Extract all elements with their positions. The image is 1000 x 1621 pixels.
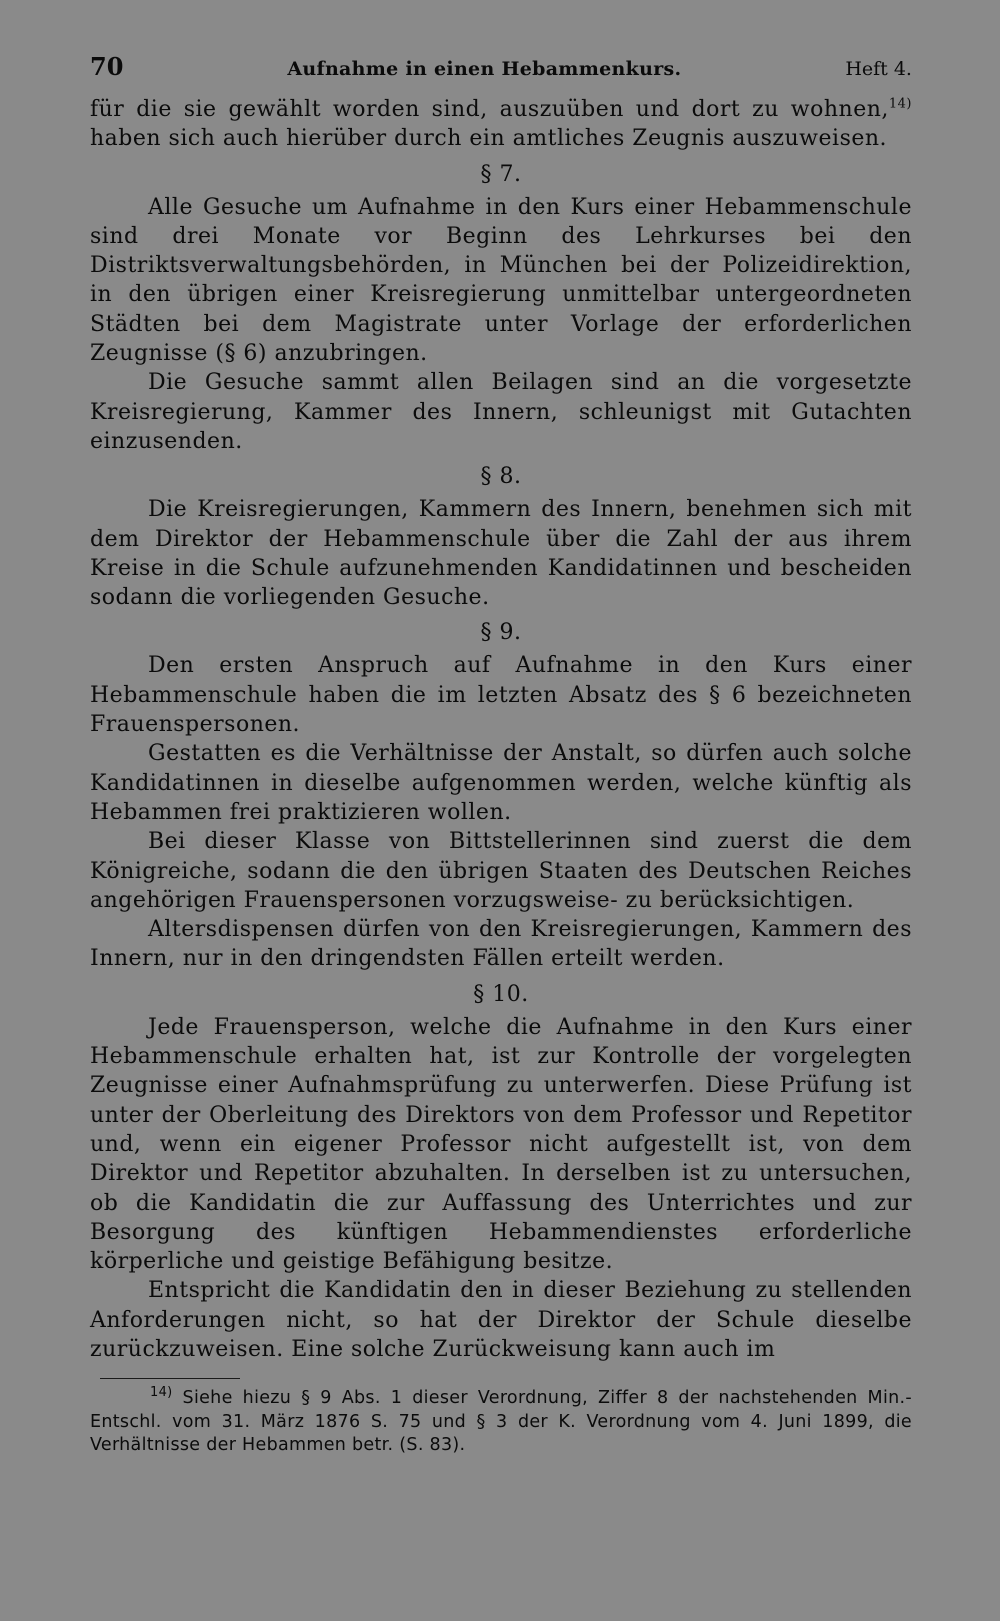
body-text <box>90 95 912 1364</box>
footnote-divider <box>100 1378 240 1379</box>
section-heading-7: § 7. <box>480 161 522 187</box>
footnote-paragraph <box>90 1387 912 1458</box>
paragraph-continued-end: haben sich auch hierüber durch ein amtliches Zeugnis auszuweisen. <box>90 126 888 152</box>
paragraph-10-1: Jede Frauensperson, welche die Aufnahme in den Kurs einer Hebammenschule erhalten hat, ist zur Kontrolle der vorgelegten Zeugnisse einer Aufnahmsprüfung zu unterwerfen. Diese Prüfung ist unter der Oberleitung des Direktors von dem Professor und Repetitor und, wenn ein eigener Professor nicht aufgestellt ist, von dem Direktor und Repetitor abzuhalten. In derselben ist zu untersuchen, ob die Kandidatin die zur Auffassung des Unterrichtes und zur Besorgung des künftigen Hebammendienstes erforderliche körperliche und geistige Befähigung besitze. <box>90 1014 912 1275</box>
footnote <box>90 1387 912 1458</box>
page-number: 70 <box>90 52 124 81</box>
footnote-reference: 14) <box>888 96 912 112</box>
paragraph-7-2: Die Gesuche sammt allen Beilagen sind an die vorgesetzte Kreisregierung, Kammer des Innern, schleunigst mit Gutachten einzusenden. <box>90 370 912 454</box>
running-title: Aufnahme in einen Hebammenkurs. <box>287 58 682 80</box>
paragraph-9-4: Altersdispensen dürfen von den Kreisregierungen, Kammern des Innern, nur in den dringendsten Fällen erteilt werden. <box>90 917 912 972</box>
section-heading-8: § 8. <box>480 464 522 490</box>
paragraph-8-1: Die Kreisregierungen, Kammern des Innern, benehmen sich mit dem Direktor der Hebammenschule über die Zahl der aus ihrem Kreise in die Schule aufzunehmenden Kandidatinnen und bescheiden sodann die vorliegenden Gesuche. <box>90 497 912 611</box>
footnote-text: Siehe hiezu § 9 Abs. 1 dieser Verordnung, Ziffer 8 der nachstehenden Min.-Entschl. vom 31. März 1876 S. 75 und § 3 der K. Verordnung vom 4. Juni 1899, die Verhältnisse der Hebammen betr. (S. 83). <box>90 1388 912 1456</box>
issue-label: Heft 4. <box>845 58 912 80</box>
paragraph-9-1: Den ersten Anspruch auf Aufnahme in den Kurs einer Hebammenschule haben die im letzten Absatz des § 6 bezeichneten Frauenspersonen. <box>90 653 912 738</box>
paragraph-10-2: Entspricht die Kandidatin den in dieser Beziehung zu stellenden Anforderungen nicht, so hat der Direktor der Schule dieselbe zurückzuweisen. Eine solche Zurückweisung kann auch im <box>90 1278 912 1362</box>
paragraph-7-1: Alle Gesuche um Aufnahme in den Kurs einer Hebammenschule sind drei Monate vor Beginn des Lehrkurses bei den Distriktsverwaltungsbehörden, in München bei der Polizeidirektion, in den übrigen einer Kreisregierung unmittelbar untergeordneten Städten bei dem Magistrate unter Vorlage der erforderlichen Zeugnisse (§ 6) anzubringen. <box>90 194 912 367</box>
section-heading-10: § 10. <box>473 981 529 1007</box>
section-heading-9: § 9. <box>480 620 522 646</box>
page-header <box>90 52 912 81</box>
paragraph-9-3: Bei dieser Klasse von Bittstellerinnen sind zuerst die dem Königreiche, sodann die den übrigen Staaten des Deutschen Reiches angehörigen Frauenspersonen vorzugsweise- zu berücksichtigen. <box>90 829 912 913</box>
paragraph-continued <box>90 95 912 154</box>
paragraph-9-2: Gestatten es die Verhältnisse der Anstalt, so dürfen auch solche Kandidatinnen in dieselbe aufgenommen werden, welche künftig als Hebammen frei praktizieren wollen. <box>90 741 912 825</box>
footnote-marker: 14) <box>150 1385 173 1401</box>
paragraph-continued-text: für die sie gewählt worden sind, auszuüben und dort zu wohnen, <box>90 97 889 122</box>
